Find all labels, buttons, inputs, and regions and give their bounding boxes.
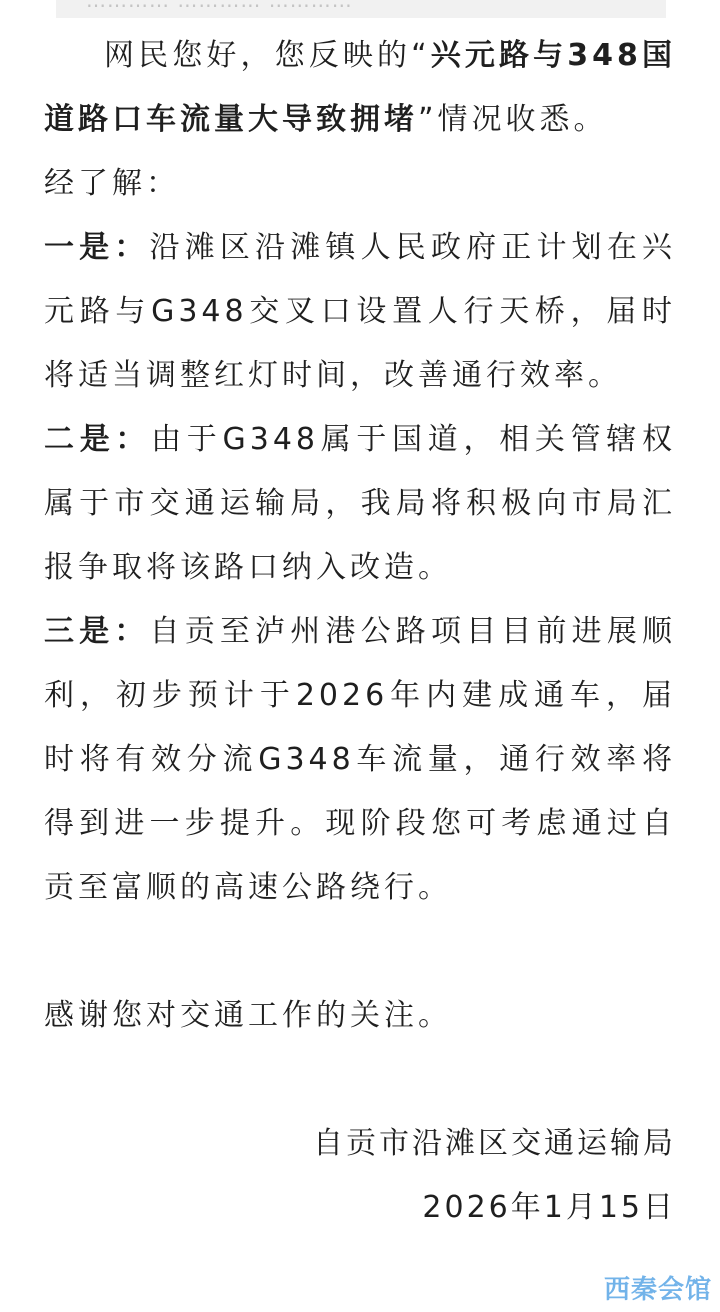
- letter-date: 2026年1月15日: [422, 1190, 676, 1225]
- signature: 自贡市沿滩区交通运输局: [313, 1126, 676, 1161]
- greeting-prefix: 网民您好，您反映的“: [104, 38, 431, 73]
- watermark-logo: 西秦会馆: [603, 1275, 712, 1305]
- greeting-suffix: ”情况收悉。: [418, 102, 608, 137]
- point-three-label: 三是：: [44, 614, 150, 649]
- top-cropped-strip: [56, 0, 666, 18]
- intro-line: 经了解：: [44, 166, 180, 201]
- closing-line: 感谢您对交通工作的关注。: [44, 998, 452, 1033]
- point-two-label: 二是：: [44, 422, 152, 457]
- greeting-paragraph: [44, 24, 676, 152]
- point-two-text: 由于G348属于国道，相关管辖权属于市交通运输局，我局将积极向市局汇报争取将该路口纳入改造。: [44, 422, 677, 585]
- point-three-text: 自贡至泸州港公路项目目前进展顺利，初步预计于2026年内建成通车，届时将有效分流G348车流量，通行效率将得到进一步提升。现阶段您可考虑通过自贡至富顺的高速公路绕行。: [44, 614, 677, 905]
- point-three: [44, 600, 676, 920]
- reply-letter: [44, 24, 676, 1240]
- point-one-label: 一是：: [44, 230, 150, 265]
- point-one-text: 沿滩区沿滩镇人民政府正计划在兴元路与G348交叉口设置人行天桥，届时将适当调整红灯时间，改善通行效率。: [44, 230, 677, 393]
- issue-title: 兴元路与348国道路口车流量大导致拥堵: [44, 38, 676, 137]
- point-one: [44, 216, 676, 408]
- point-two: [44, 408, 676, 600]
- top-strip-text: ………… ………… …………: [86, 0, 353, 12]
